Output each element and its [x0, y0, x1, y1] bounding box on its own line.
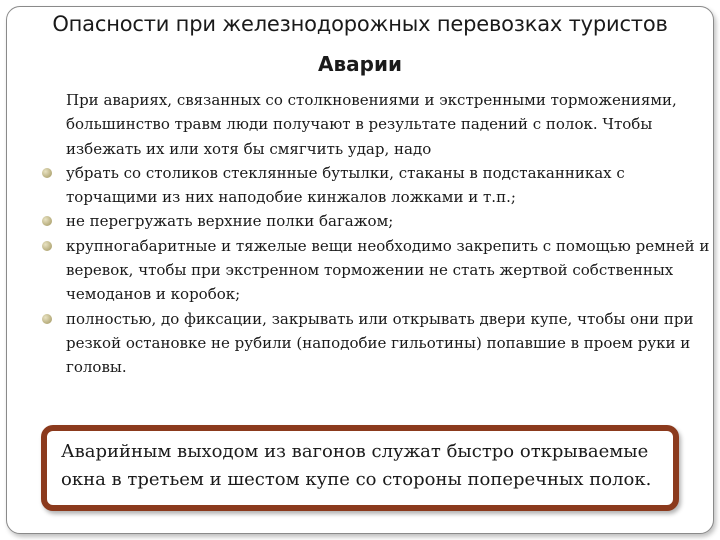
bullet-dot-icon [42, 314, 52, 324]
bullet-dot-icon [42, 168, 52, 178]
slide-title: Опасности при железнодорожных перевозках туристов [52, 12, 668, 36]
bullet-item [66, 307, 712, 380]
bullet-text: убрать со столиков стеклянные бутылки, стаканы в подстаканниках с торчащими из них наподобие кинжалов ложками и т.п.; [66, 163, 625, 207]
callout-box [41, 425, 679, 511]
slide-subtitle: Аварии [318, 52, 402, 76]
slide-body [66, 88, 712, 380]
bullet-item [66, 161, 712, 210]
bullet-list [66, 161, 712, 380]
bullet-text: полностью, до фиксации, закрывать или открывать двери купе, чтобы они при резкой остановке не рубили (наподобие гильотины) попавшие в проем руки и головы. [66, 309, 694, 377]
bullet-dot-icon [42, 241, 52, 251]
intro-paragraph: При авариях, связанных со столкновениями и экстренными торможениями, большинство травм люди получают в результате падений с полок. Чтобы избежать их или хотя бы смягчить удар, надо [66, 91, 677, 158]
callout-text: Аварийным выходом из вагонов служат быстро открываемые окна в третьем и шестом купе со стороны поперечных полок. [61, 441, 652, 490]
bullet-item [66, 234, 712, 307]
bullet-text: крупногабаритные и тяжелые вещи необходимо закрепить с помощью ремней и веревок, чтобы при экстренном торможении не стать жертвой собственных чемоданов и коробок; [66, 236, 710, 304]
bullet-text: не перегружать верхние полки багажом; [66, 212, 394, 231]
bullet-item [66, 209, 712, 233]
